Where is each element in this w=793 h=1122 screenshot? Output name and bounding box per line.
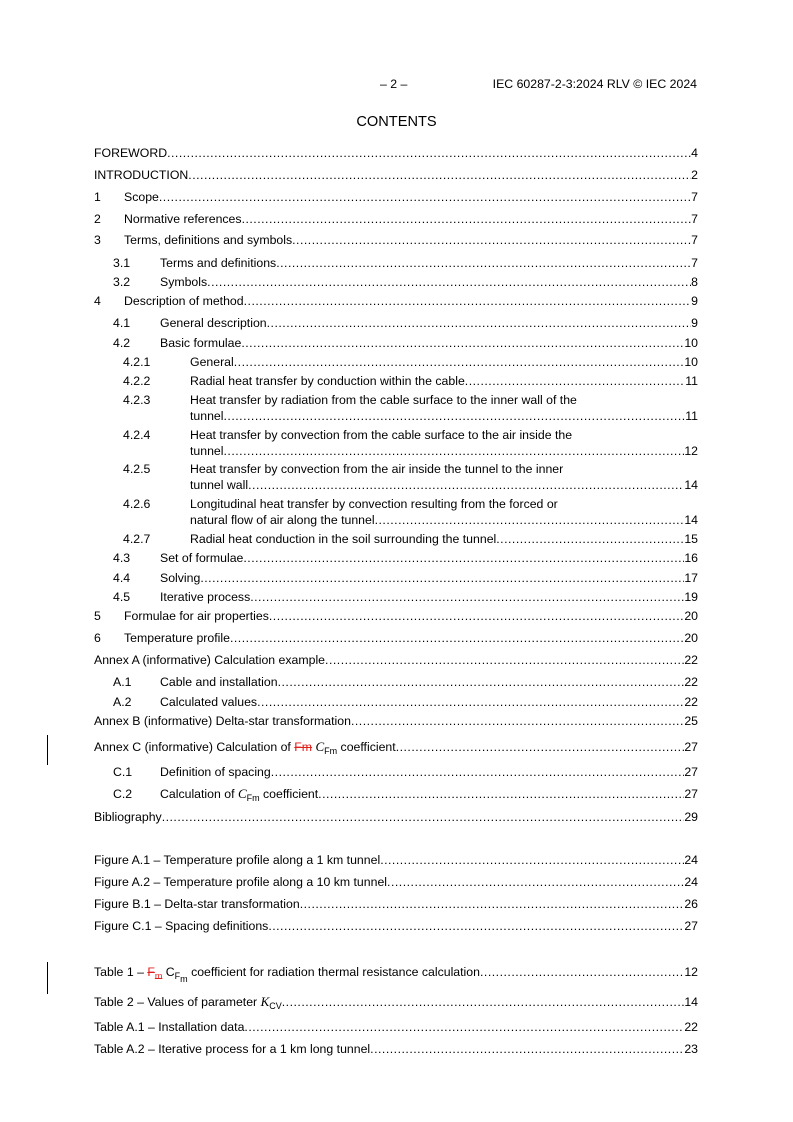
- toc-entry-4-5[interactable]: 4.5 Iterative process ..... 19: [94, 590, 698, 604]
- contents-title: CONTENTS: [356, 114, 437, 130]
- toc-entry-4-4[interactable]: 4.4 Solving ..... 17: [94, 571, 698, 585]
- toc-entry-4-2-2[interactable]: 4.2.2 Radial heat transfer by conduction within the cable ..... 11: [94, 374, 698, 388]
- toc-entry-4-3[interactable]: 4.3 Set of formulae ..... 16: [94, 551, 698, 565]
- figure-entry[interactable]: Figure A.1 – Temperature profile along a 1 km tunnel ..... 24: [94, 853, 698, 867]
- toc-entry-4-2-1[interactable]: 4.2.1 General ..... 10: [94, 355, 698, 369]
- toc-entry-1[interactable]: 1 Scope ..... 7: [94, 190, 698, 204]
- toc-entry-a-2[interactable]: A.2 Calculated values ..... 22: [94, 695, 698, 709]
- toc-entry-3-2[interactable]: 3.2 Symbols ..... 8: [94, 275, 698, 289]
- toc-entry-5[interactable]: 5 Formulae for air properties ..... 20: [94, 609, 698, 623]
- toc-entry-annex-b[interactable]: Annex B (informative) Delta-star transformation ..... 25: [94, 714, 698, 728]
- toc-entry-c-1[interactable]: C.1 Definition of spacing ..... 27: [94, 765, 698, 779]
- page-header: [0, 77, 793, 93]
- table-entry-2[interactable]: Table 2 – Values of parameter $K_{CV}$ ..... 14: [94, 994, 698, 1011]
- deleted-text: $F_m$: [147, 965, 163, 981]
- table-entry-a-2[interactable]: Table A.2 – Iterative process for a 1 km long tunnel ..... 23: [94, 1042, 698, 1056]
- figure-entry[interactable]: Figure A.2 – Temperature profile along a 10 km tunnel ..... 24: [94, 875, 698, 889]
- toc-entry-4-2[interactable]: 4.2 Basic formulae ..... 10: [94, 336, 698, 350]
- page-number: – 2 –: [380, 77, 408, 91]
- toc-entry-6[interactable]: 6 Temperature profile ..... 20: [94, 631, 698, 645]
- toc-entry-c-2[interactable]: C.2 Calculation of $C_{Fm}$ coefficient ..... 27: [94, 786, 698, 803]
- toc-entry-introduction[interactable]: INTRODUCTION ..... 2: [94, 168, 698, 182]
- toc-entry-3[interactable]: 3 Terms, definitions and symbols ..... 7: [94, 233, 698, 247]
- table-entry-1[interactable]: Table $1 - F_m$ $C_{F_m}$ coefficient for radiation thermal resistance calculation ..... 12: [94, 965, 698, 984]
- change-bar: [47, 735, 48, 765]
- deleted-text: Fm: [294, 740, 313, 754]
- toc-entry-4[interactable]: 4 Description of method ..... 9: [94, 294, 698, 308]
- figure-entry[interactable]: Figure B.1 – Delta-star transformation ..... 26: [94, 897, 698, 911]
- toc-entry-2[interactable]: 2 Normative references ..... 7: [94, 212, 698, 226]
- toc-entry-bibliography[interactable]: Bibliography ..... 29: [94, 810, 698, 824]
- toc-entry-4-1[interactable]: 4.1 General description ..... 9: [94, 316, 698, 330]
- toc-entry-foreword[interactable]: FOREWORD ..... 4: [94, 146, 698, 160]
- document-reference: IEC 60287-2-3:2024 RLV © IEC 2024: [492, 77, 697, 91]
- toc-entry-a-1[interactable]: A.1 Cable and installation ..... 22: [94, 675, 698, 689]
- toc-entry-annex-a[interactable]: Annex A (informative) Calculation example ..... 22: [94, 653, 698, 667]
- toc-entry-4-2-7[interactable]: 4.2.7 Radial heat conduction in the soil surrounding the tunnel ..... 15: [94, 532, 698, 546]
- toc-entry-3-1[interactable]: 3.1 Terms and definitions ..... 7: [94, 256, 698, 270]
- table-entry-a-1[interactable]: Table A.1 – Installation data ..... 22: [94, 1020, 698, 1034]
- figure-entry[interactable]: Figure C.1 – Spacing definitions ..... 27: [94, 919, 698, 933]
- change-bar: [47, 962, 48, 994]
- toc-entry-annex-c[interactable]: Annex C (informative) Calculation of Fm $C_{Fm}$ coefficient ..... 27: [94, 739, 698, 756]
